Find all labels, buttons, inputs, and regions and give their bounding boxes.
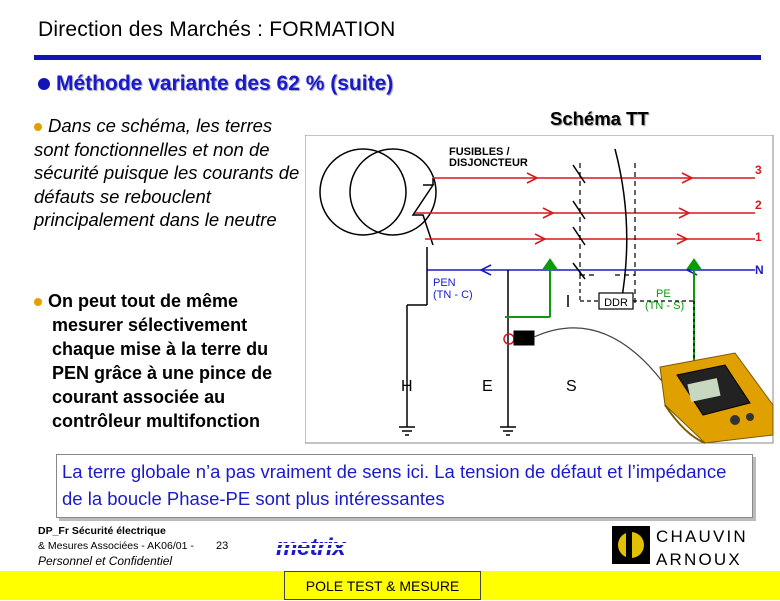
pen-label-1: PEN <box>433 277 456 289</box>
bullet-icon <box>38 78 50 90</box>
paragraph-selective-measure <box>34 289 309 433</box>
bullet-icon <box>34 123 42 131</box>
ground-label-e: E <box>482 378 493 395</box>
para2-line-5: courant associée au <box>52 387 226 407</box>
para2-line-3: chaque mise à la terre du <box>52 339 269 359</box>
ground-label-s: S <box>566 378 577 395</box>
footer-line-1: DP_Fr Sécurité électrique <box>38 525 166 537</box>
ddr-label: DDR <box>604 297 628 309</box>
para2-line-2: mesurer sélectivement <box>52 315 248 335</box>
clamp-body-icon <box>514 331 534 345</box>
para2-line-4: PEN grâce à une pince de <box>52 363 273 383</box>
pe-label-1: PE <box>656 288 671 300</box>
note-text: La terre globale n’a pas vraiment de sens ici. La tension de défaut et l’impédance de la boucle Phase-PE sont plus intéressantes <box>62 461 727 509</box>
phase-3-label: 3 <box>755 163 762 177</box>
fuses-label-1: FUSIBLES / <box>449 146 510 158</box>
page-number: 23 <box>216 540 229 552</box>
footer-line-2: & Mesures Associées - AK06/01 - <box>38 540 194 552</box>
paragraph-text: Dans ce schéma, les terres sont fonctionnelles et non de sécurité puisque les courants de défauts se rebouclent principalement dans le neutre <box>34 115 300 230</box>
para2-line-6: contrôleur multifonction <box>52 411 260 431</box>
section-title-text: Méthode variante des 62 % (suite) <box>56 72 394 95</box>
metrix-logo <box>272 534 407 560</box>
pe-label-2: (TN - S) <box>645 300 685 312</box>
metrix-logo-text: metrix <box>276 534 346 560</box>
footer-center-label: POLE TEST & MESURE <box>284 571 481 600</box>
fuses-label-2: DISJONCTEUR <box>449 157 528 169</box>
tt-wiring-diagram <box>305 135 775 445</box>
header-rule <box>34 55 761 60</box>
footer-line-3: Personnel et Confidentiel <box>38 554 173 568</box>
schema-title: Schéma TT <box>550 108 649 129</box>
phase-2-label: 2 <box>755 198 762 212</box>
phase-1-label: 1 <box>755 230 762 244</box>
footer-info <box>38 524 194 569</box>
ground-label-h: H <box>401 378 413 395</box>
pen-label-2: (TN - C) <box>433 289 473 301</box>
bullet-icon <box>34 298 42 306</box>
para2-line-1: On peut tout de même <box>48 291 239 311</box>
brand-line-2: ARNOUX <box>656 550 742 569</box>
neutral-label: N <box>755 263 764 277</box>
paragraph-functional-earths <box>34 114 306 232</box>
header-title: Direction des Marchés : FORMATION <box>38 18 396 41</box>
section-title <box>38 72 393 96</box>
chauvin-arnoux-logo <box>608 522 778 572</box>
brand-line-1: CHAUVIN <box>656 527 748 546</box>
